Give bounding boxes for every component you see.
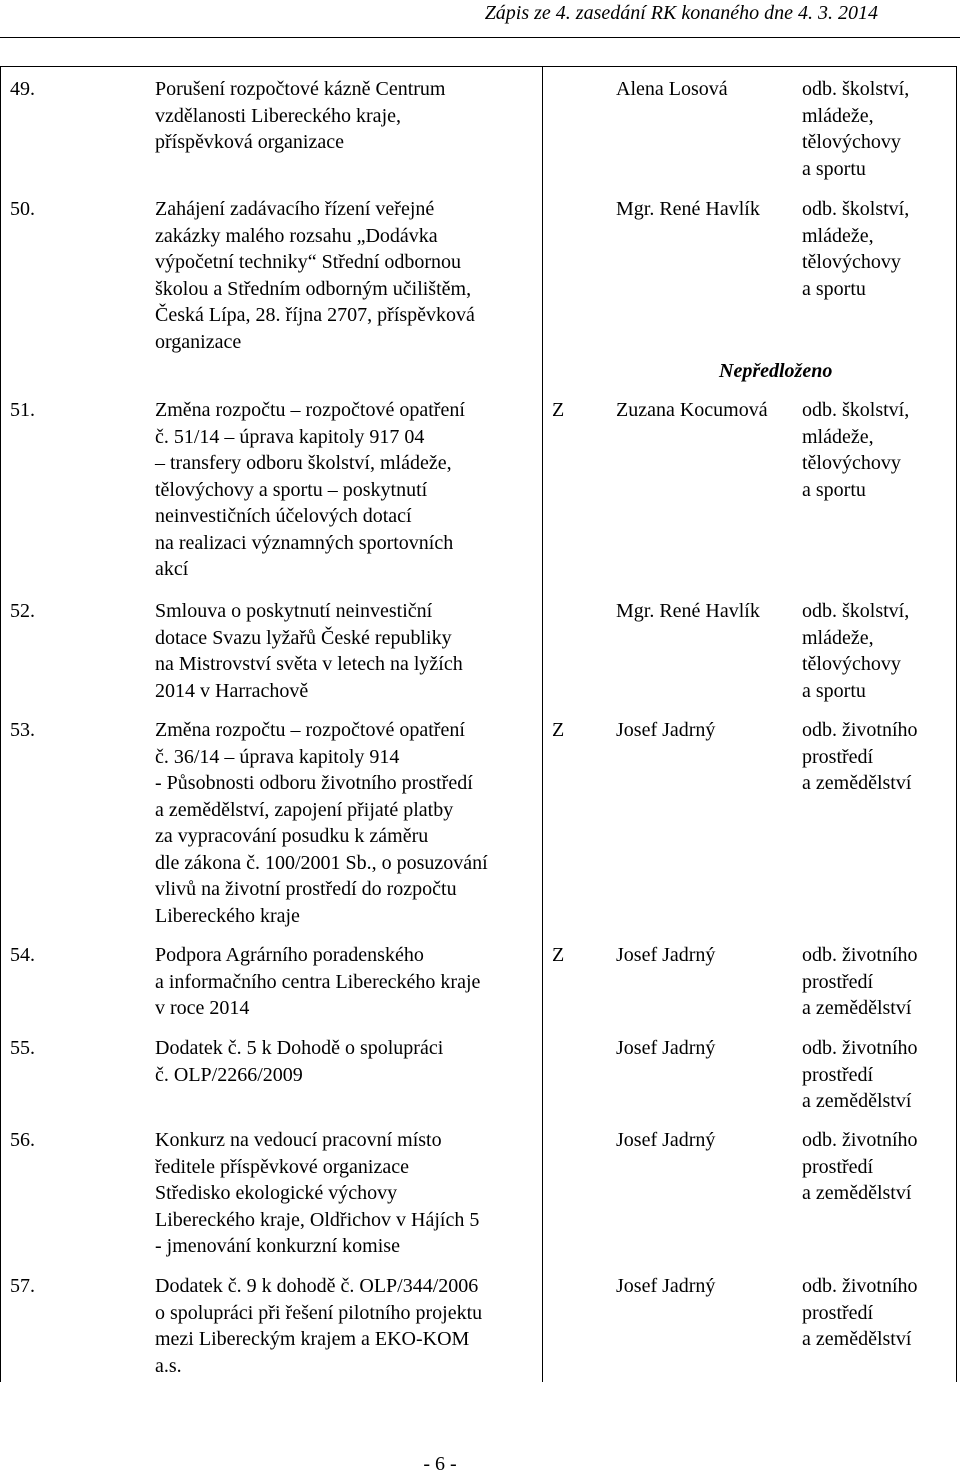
item-department [802, 598, 909, 704]
item-presenter: Zuzana Kocumová [616, 399, 768, 421]
item-number: 54. [10, 944, 35, 966]
item-title-line: na realizaci významných sportovních [155, 531, 454, 554]
item-department-line: a zemědělství [802, 1328, 912, 1350]
item-number: 49. [10, 78, 35, 100]
item-department-line: prostředí [802, 970, 874, 993]
item-department [802, 397, 909, 503]
item-department-line: a zemědělství [802, 1182, 912, 1204]
item-number: 50. [10, 198, 35, 220]
item-title-line: a.s. [155, 1354, 182, 1377]
item-department-line: a zemědělství [802, 1090, 912, 1112]
item-title-line: výpočetní techniky“ Střední odbornou [155, 251, 462, 273]
item-department [802, 1273, 918, 1353]
item-title-line: tělovýchovy a sportu – poskytnutí [155, 478, 428, 501]
item-title [155, 196, 540, 355]
header-rule [0, 37, 960, 38]
item-number: 55. [10, 1037, 35, 1059]
item-title-line: č. 51/14 – úprava kapitoly 917 04 [155, 425, 425, 448]
item-title-line: ředitele příspěvkové organizace [155, 1155, 409, 1178]
item-department-line: mládeže, [802, 104, 874, 127]
item-title-line: mezi Libereckým krajem a EKO-KOM [155, 1328, 470, 1350]
item-presenter: Mgr. René Havlík [616, 600, 760, 622]
item-title-line: zakázky malého rozsahu „Dodávka [155, 224, 438, 247]
item-flag: Z [552, 719, 565, 741]
item-title [155, 1273, 540, 1379]
item-title [155, 1127, 540, 1260]
item-department-line: prostředí [802, 1155, 874, 1178]
item-title-line: vlivů na životní prostředí do rozpočtu [155, 878, 457, 900]
page-header: Zápis ze 4. zasedání RK konaného dne 4. 3. 2014 [484, 2, 878, 24]
item-department-line: tělovýchovy [802, 653, 901, 675]
item-department [802, 196, 909, 302]
item-presenter: Josef Jadrný [616, 1037, 716, 1059]
item-department-line: tělovýchovy [802, 251, 901, 273]
item-number: 56. [10, 1129, 35, 1151]
item-title [155, 598, 540, 704]
item-department-line: odb. životního [802, 719, 918, 741]
item-department-line: a sportu [802, 157, 866, 180]
item-department-line: a sportu [802, 478, 866, 501]
item-title-line: Zahájení zadávacího řízení veřejné [155, 198, 435, 220]
item-department-line: a zemědělství [802, 997, 912, 1019]
item-title-line: a zemědělství, zapojení přijaté platby [155, 798, 454, 821]
item-department-line: a sportu [802, 679, 866, 702]
item-title-line: a informačního centra Libereckého kraje [155, 970, 481, 993]
item-title-line: organizace [155, 330, 242, 353]
item-title-line: akcí [155, 558, 189, 580]
item-title-line: Změna rozpočtu – rozpočtové opatření [155, 719, 465, 741]
item-title [155, 717, 540, 929]
item-title-line: neinvestičních účelových dotací [155, 505, 412, 527]
item-department-line: odb. školství, [802, 78, 910, 100]
item-title [155, 76, 540, 156]
item-title-line: - Působnosti odboru životního prostředí [155, 772, 473, 794]
item-presenter: Josef Jadrný [616, 1129, 716, 1151]
item-department-line: odb. školství, [802, 600, 910, 622]
item-number: 51. [10, 399, 35, 421]
item-title-line: Změna rozpočtu – rozpočtové opatření [155, 399, 465, 421]
item-title-line: - jmenování konkurzní komise [155, 1235, 400, 1257]
item-title [155, 1035, 540, 1088]
item-department-line: odb. školství, [802, 399, 910, 421]
item-department-line: mládeže, [802, 224, 874, 247]
item-title-line: Smlouva o poskytnutí neinvestiční [155, 600, 433, 622]
item-title-line: Podpora Agrárního poradenského [155, 944, 424, 966]
item-department [802, 76, 909, 182]
item-title [155, 942, 540, 1022]
item-department-line: prostředí [802, 745, 874, 768]
item-department-line: mládeže, [802, 425, 874, 448]
item-presenter: Josef Jadrný [616, 1275, 716, 1297]
item-title-line: č. 36/14 – úprava kapitoly 914 [155, 745, 400, 768]
item-title-line: na Mistrovství světa v letech na lyžích [155, 653, 463, 675]
item-title [155, 397, 540, 583]
item-title-line: školou a Středním odborným učilištěm, [155, 277, 472, 300]
item-department-line: mládeže, [802, 626, 874, 649]
item-title-line: za vypracování posudku k záměru [155, 825, 429, 847]
item-title-line: vzdělanosti Libereckého kraje, [155, 104, 401, 127]
item-title-line: příspěvková organizace [155, 131, 344, 153]
item-title-line: Libereckého kraje [155, 904, 300, 927]
item-presenter: Josef Jadrný [616, 719, 716, 741]
item-status-note: Nepředloženo [719, 360, 833, 382]
item-number: 53. [10, 719, 35, 741]
item-title-line: Dodatek č. 5 k Dohodě o spolupráci [155, 1037, 444, 1059]
item-flag: Z [552, 944, 565, 966]
item-department [802, 1127, 918, 1207]
column-divider [542, 66, 543, 1382]
item-title-line: – transfery odboru školství, mládeže, [155, 452, 452, 474]
item-presenter: Josef Jadrný [616, 944, 716, 966]
item-department-line: odb. školství, [802, 198, 910, 220]
item-title-line: Porušení rozpočtové kázně Centrum [155, 78, 446, 100]
item-title-line: Středisko ekologické výchovy [155, 1182, 398, 1204]
item-title-line: Dodatek č. 9 k dohodě č. OLP/344/2006 [155, 1275, 479, 1297]
item-department [802, 942, 918, 1022]
item-department-line: prostředí [802, 1063, 874, 1086]
item-title-line: Česká Lípa, 28. října 2707, příspěvková [155, 304, 475, 326]
item-title-line: 2014 v Harrachově [155, 679, 309, 702]
item-title-line: Libereckého kraje, Oldřichov v Hájích 5 [155, 1208, 480, 1231]
item-number: 52. [10, 600, 35, 622]
item-flag: Z [552, 399, 565, 421]
item-title-line: č. OLP/2266/2009 [155, 1063, 303, 1086]
item-department-line: tělovýchovy [802, 452, 901, 474]
item-title-line: o spolupráci při řešení pilotního projektu [155, 1301, 483, 1324]
item-number: 57. [10, 1275, 35, 1297]
item-department-line: tělovýchovy [802, 131, 901, 153]
item-title-line: Konkurz na vedoucí pracovní místo [155, 1129, 442, 1151]
item-department-line: odb. životního [802, 944, 918, 966]
page-number: - 6 - [423, 1453, 457, 1475]
item-title-line: dotace Svazu lyžařů České republiky [155, 626, 452, 649]
item-presenter: Mgr. René Havlík [616, 198, 760, 220]
item-department-line: odb. životního [802, 1037, 918, 1059]
item-department-line: prostředí [802, 1301, 874, 1324]
item-title-line: v roce 2014 [155, 997, 250, 1019]
item-department-line: a zemědělství [802, 772, 912, 794]
item-department-line: odb. životního [802, 1275, 918, 1297]
item-presenter: Alena Losová [616, 78, 728, 100]
item-department-line: odb. životního [802, 1129, 918, 1151]
item-department-line: a sportu [802, 277, 866, 300]
item-department [802, 717, 918, 797]
item-department [802, 1035, 918, 1115]
item-title-line: dle zákona č. 100/2001 Sb., o posuzování [155, 851, 488, 874]
